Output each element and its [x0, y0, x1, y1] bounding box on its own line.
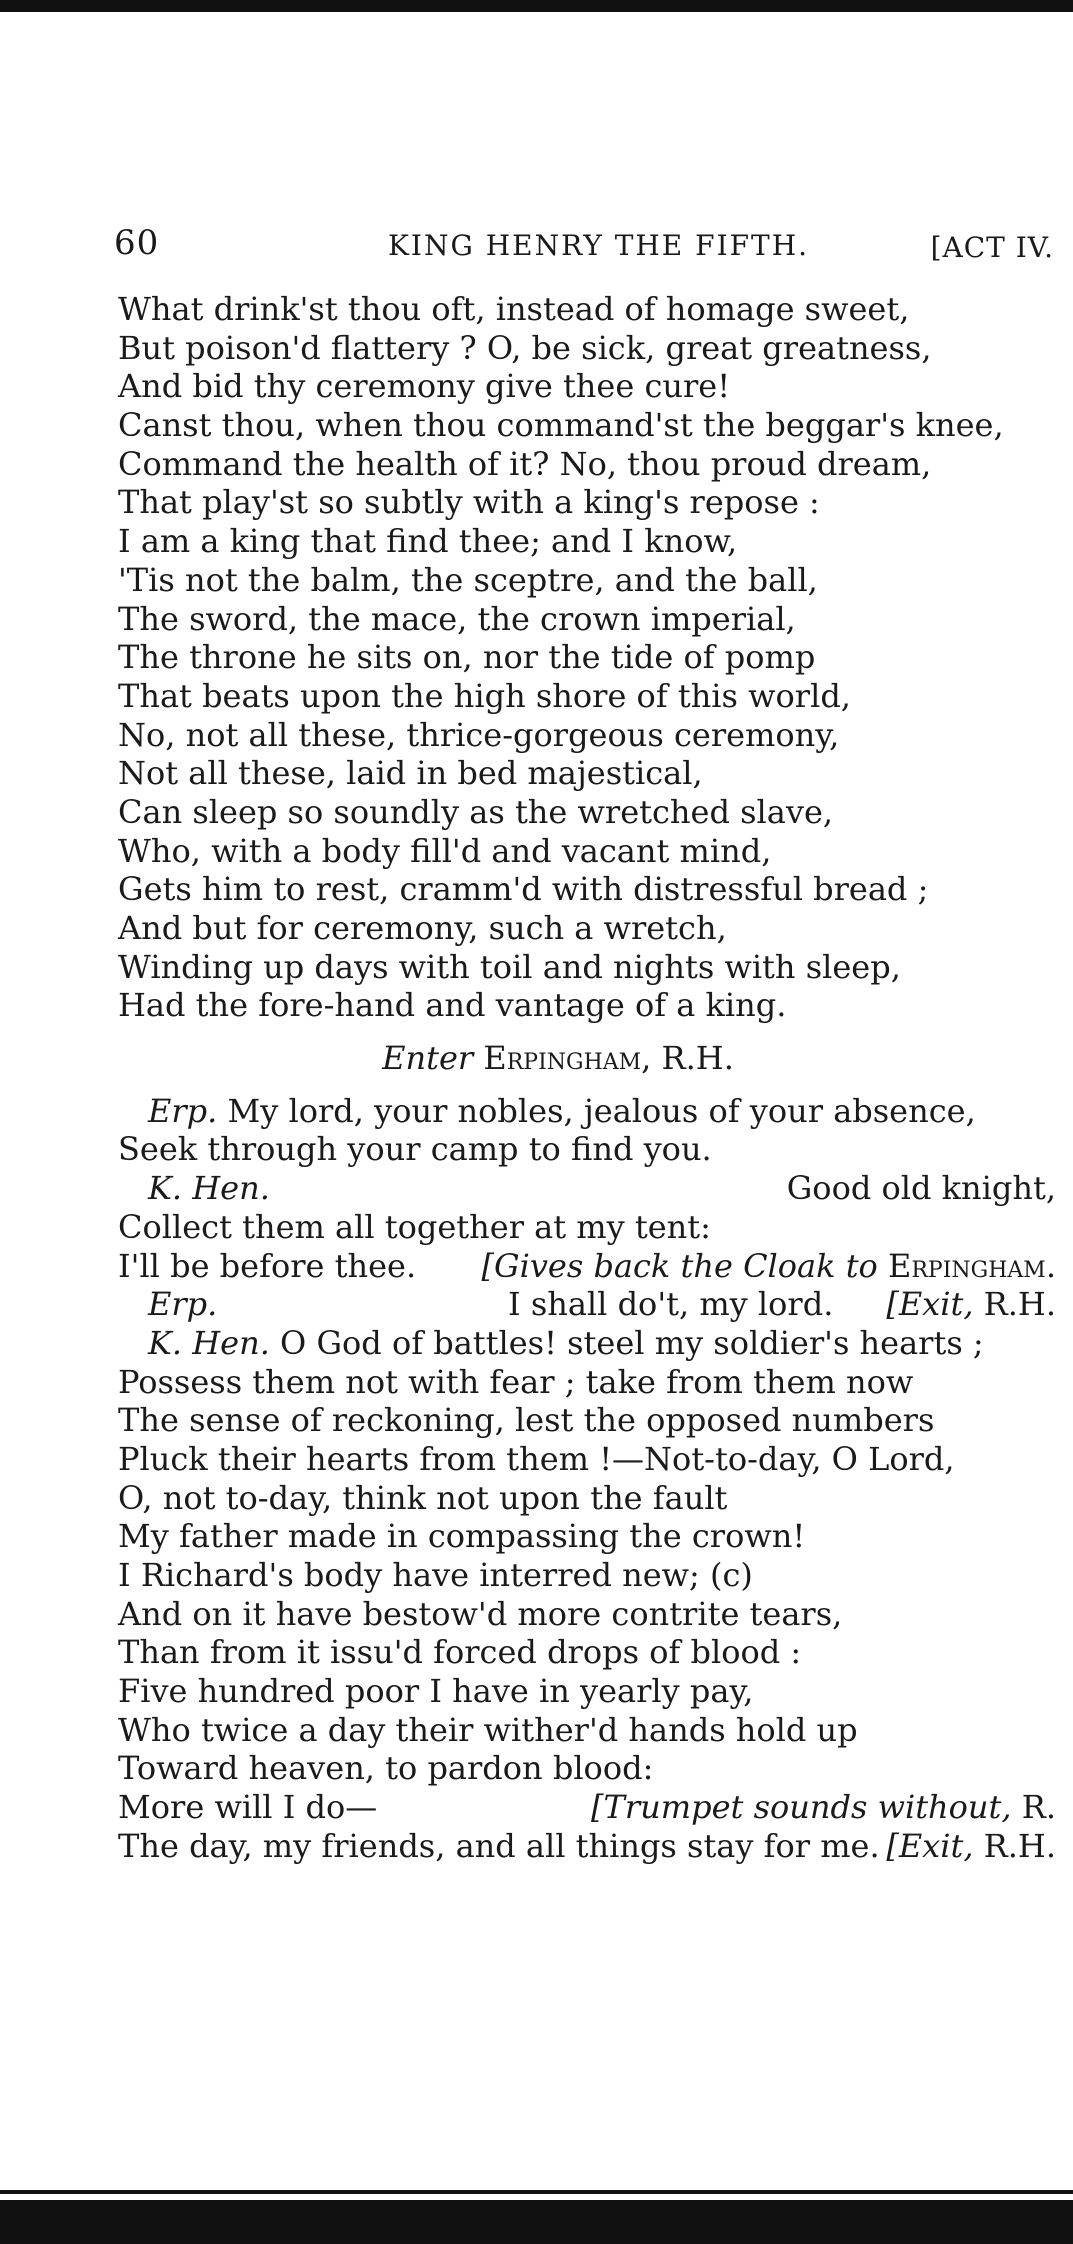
stage-direction-position: R. [1021, 1788, 1056, 1827]
verse-line: Pluck their hearts from them !—Not-to-day, O Lord, [118, 1439, 955, 1478]
verse-line: No, not all these, thrice-gorgeous ceremony, [118, 715, 840, 754]
verse-line: Winding up days with toil and nights with sleep, [118, 947, 901, 986]
speech-line [118, 1092, 1058, 1131]
speech-line [118, 1324, 1058, 1363]
spacer [118, 1025, 1058, 1039]
speech-text: O God of battles! steel my soldier's hearts ; [280, 1323, 984, 1362]
speaker-king-henry: K. Hen. [148, 1169, 270, 1208]
exit-word: [Exit, [886, 1285, 974, 1324]
speech-text: My lord, your nobles, jealous of your absence, [227, 1091, 976, 1130]
verse-line: Who twice a day their wither'd hands hold up [118, 1710, 858, 1749]
speaker-king-henry: K. Hen. [148, 1323, 270, 1362]
stage-direction-trumpet [591, 1788, 1056, 1827]
speech-text: More will I do— [118, 1788, 378, 1827]
running-title: KING HENRY THE FIFTH. [388, 229, 810, 262]
speaker-erpingham: Erp. [148, 1091, 218, 1130]
verse-line: Toward heaven, to pardon blood: [118, 1749, 654, 1788]
speech-text: I shall do't, my lord. [508, 1285, 834, 1324]
spacer [118, 1078, 1058, 1092]
verse-line: And on it have bestow'd more contrite tears, [118, 1594, 843, 1633]
verse-block-2 [118, 1363, 1058, 1789]
verse-line: I Richard's body have interred new; (c) [118, 1556, 753, 1594]
stage-direction-text: [Gives back the Cloak to [481, 1246, 878, 1285]
speech-line [118, 1285, 1058, 1324]
verse-line: Canst thou, when thou command'st the beggar's knee, [118, 406, 1004, 445]
exit-position: R.H. [983, 1826, 1056, 1865]
verse-line: The sense of reckoning, lest the opposed numbers [118, 1401, 935, 1440]
stage-direction-exit [886, 1285, 1056, 1324]
verse-line: Than from it issu'd forced drops of blood : [118, 1633, 802, 1672]
verse-line: Possess them not with fear ; take from them now [118, 1362, 914, 1401]
verse-line: Command the health of it? No, thou proud dream, [118, 444, 932, 483]
verse-line: That play'st so subtly with a king's repose : [118, 483, 820, 522]
speech-text: The day, my friends, and all things stay for me. [118, 1826, 880, 1865]
verse-line: Had the fore-hand and vantage of a king. [118, 986, 787, 1025]
verse-line: Not all these, laid in bed majestical, [118, 754, 703, 793]
speech-line: Collect them all together at my tent: [118, 1207, 711, 1246]
verse-line: But poison'd flattery ? O, be sick, great greatness, [118, 328, 932, 367]
speech-text: I'll be before thee. [118, 1246, 417, 1285]
scan-edge-strip [0, 2194, 1073, 2200]
verse-line: Who, with a body fill'd and vacant mind, [118, 831, 772, 870]
verse-line: 'Tis not the balm, the sceptre, and the ball, [118, 560, 818, 599]
speech-line [118, 1788, 1058, 1827]
scan-bottom-border [0, 2190, 1073, 2244]
speech-text-right: Good old knight, [786, 1169, 1056, 1208]
verse-block-1 [118, 290, 1058, 1025]
page-number: 60 [114, 223, 160, 263]
stage-direction-exit [886, 1827, 1056, 1866]
page-header [110, 223, 1060, 267]
play-text [118, 290, 1058, 1866]
verse-line: That beats upon the high shore of this world, [118, 676, 851, 715]
verse-line: Five hundred poor I have in yearly pay, [118, 1672, 754, 1711]
speech-line: Seek through your camp to find you. [118, 1130, 712, 1169]
stage-enter-position: R.H. [661, 1039, 734, 1078]
act-marker: [ACT IV. [930, 231, 1054, 264]
verse-line: And but for ceremony, such a wretch, [118, 909, 727, 947]
stage-direction-enter [118, 1039, 1058, 1078]
verse-line: Can sleep so soundly as the wretched slave, [118, 792, 834, 831]
stage-enter-word: Enter [382, 1039, 474, 1078]
exit-position: R.H. [983, 1285, 1056, 1324]
verse-line: The throne he sits on, nor the tide of pomp [118, 638, 816, 677]
speech-line [118, 1169, 1058, 1208]
speech-line [118, 1247, 1058, 1286]
verse-line: The sword, the mace, the crown imperial, [118, 599, 796, 638]
verse-line: What drink'st thou oft, instead of homage sweet, [118, 290, 910, 328]
stage-enter-name: Erpingham, [483, 1039, 652, 1078]
verse-line: I am a king that find thee; and I know, [118, 522, 738, 561]
verse-line: My father made in compassing the crown! [118, 1517, 806, 1556]
speaker-erpingham: Erp. [148, 1285, 218, 1324]
speech-line [118, 1827, 1058, 1866]
stage-direction-text: [Trumpet sounds without, [591, 1788, 1012, 1827]
verse-line: Gets him to rest, cramm'd with distressful bread ; [118, 870, 929, 909]
stage-direction-name: Erpingham. [887, 1246, 1056, 1285]
stage-direction-cloak [482, 1247, 1056, 1286]
verse-line: And bid thy ceremony give thee cure! [118, 367, 731, 406]
verse-line: O, not to-day, think not upon the fault [118, 1478, 728, 1517]
exit-word: [Exit, [886, 1826, 974, 1865]
